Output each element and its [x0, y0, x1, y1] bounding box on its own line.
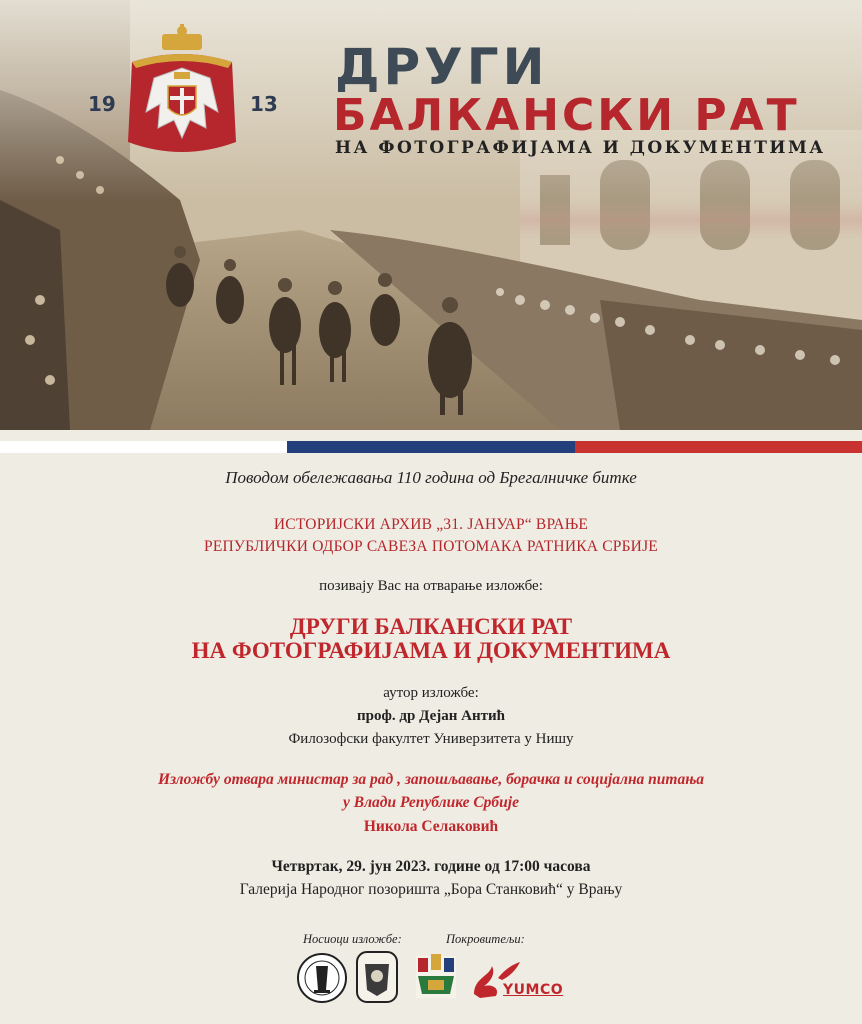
banner-title-line2: БАЛКАНСКИ РАТ: [333, 90, 800, 141]
author-label: аутор изложбе:: [383, 685, 479, 701]
banner-subtitle: НА ФОТОГРАФИЈАМА И ДОКУМЕНТИМА: [335, 138, 826, 158]
tricolour-stripe: [0, 441, 862, 453]
archive-logo-icon: [296, 952, 348, 1004]
year-right: 13: [250, 92, 278, 116]
stripe-blue: [287, 441, 574, 453]
exhibition-title-line2: НА ФОТОГРАФИЈАМА И ДОКУМЕНТИМА: [191, 638, 671, 663]
year-left: 19: [88, 92, 116, 116]
event-venue: Галерија Народног позоришта „Бора Станковић“ у Врању: [239, 881, 623, 898]
stripe-white: [0, 441, 287, 453]
government-emblem-icon: [412, 950, 460, 1002]
opening-minister: Никола Селаковић: [363, 818, 499, 835]
holders-label: Носиоци изложбе:: [303, 932, 402, 946]
invitation-text: позивају Вас на отварање изложбе:: [319, 578, 543, 594]
banner-title-line1: ДРУГИ: [335, 38, 549, 96]
coat-of-arms-icon: [124, 24, 240, 164]
intro-text: Поводом обележавања 110 година од Брегалничке битке: [225, 468, 637, 487]
organizer-2: РЕПУБЛИЧКИ ОДБОР САВЕЗА ПОТОМАКА РАТНИКА СРБИЈЕ: [204, 538, 658, 555]
organizer-1: ИСТОРИЈСКИ АРХИВ „31. ЈАНУАР“ ВРАЊЕ: [273, 516, 589, 533]
event-date-time: Четвртак, 29. јун 2023. године од 17:00 часова: [271, 858, 591, 875]
author-name: проф. др Дејан Антић: [357, 708, 505, 724]
opening-line-1: Изложбу отвара министар за рад , запошљавање, борачка и социјална питања: [157, 771, 705, 788]
patrons-label: Покровитељи:: [446, 932, 525, 946]
author-institution: Филозофски факултет Универзитета у Нишу: [288, 731, 574, 747]
exhibition-title-line1: ДРУГИ БАЛКАНСКИ РАТ: [289, 614, 573, 639]
yumco-logo-text: YUMCO: [503, 982, 564, 998]
association-logo-icon: [355, 950, 399, 1004]
header-banner: [0, 0, 862, 430]
stripe-red: [575, 441, 862, 453]
opening-line-2: у Влади Републике Србије: [343, 794, 519, 811]
